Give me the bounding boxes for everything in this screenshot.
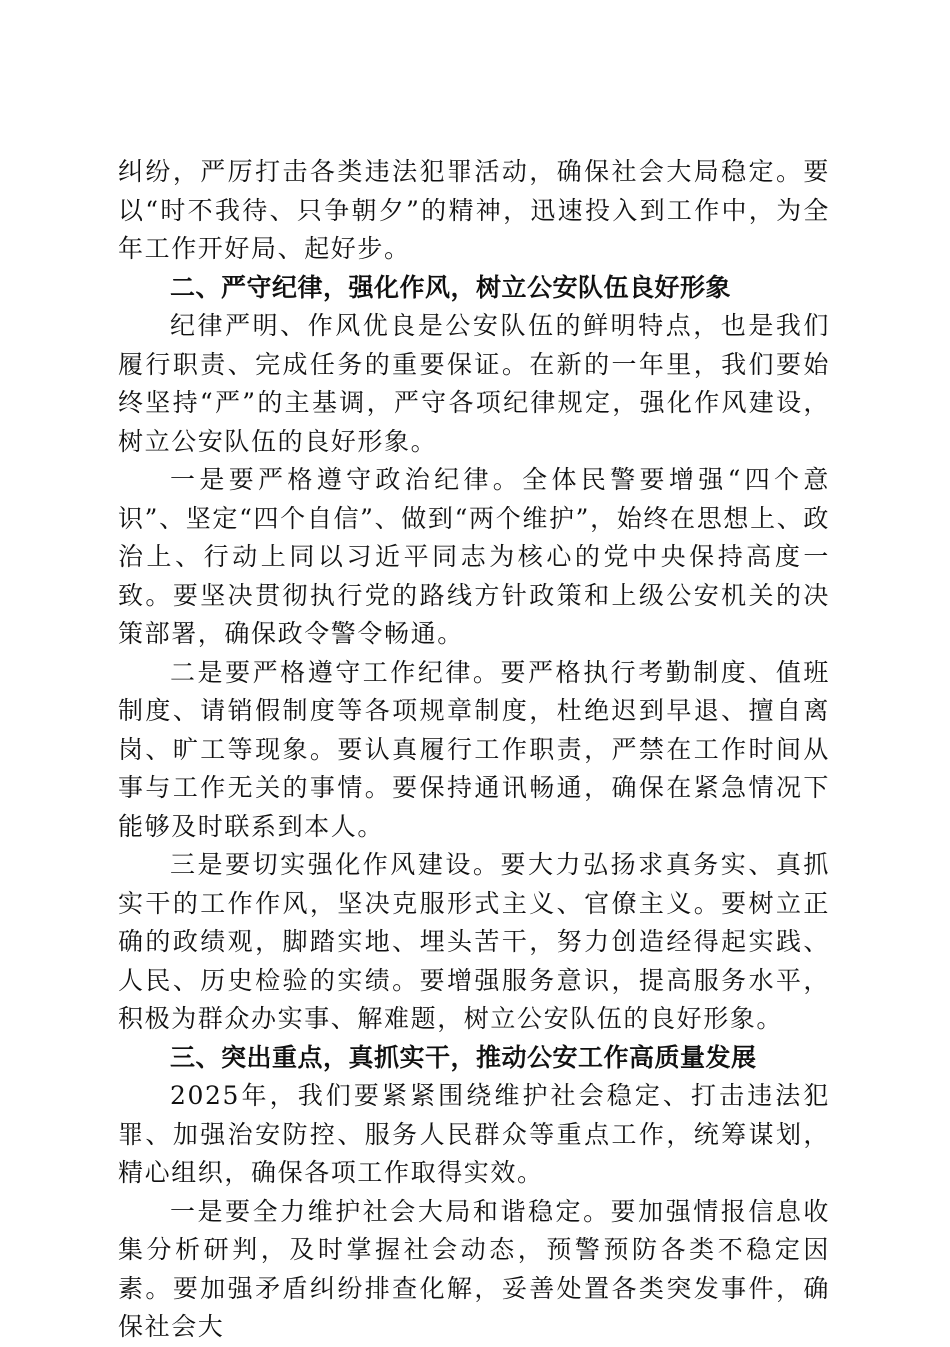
paragraph-lead: 一是要严格遵守政治纪律。	[170, 465, 523, 494]
paragraph-text: 要严格执行考勤制度、值班制度、请销假制度等各项规章制度，杜绝迟到早退、擅自离岗、旷工等现象。要认真履行工作职责，严禁在工作时间从事与工作无关的事情。要保持通讯畅通，确保在紧急情况下能够及时联系到本人。	[118, 657, 830, 841]
paragraph-text: 要加强情报信息收集分析研判，及时掌握社会动态，预警预防各类不稳定因素。要加强矛盾纠纷排查化解，妥善处置各类突发事件，确保社会大	[118, 1196, 830, 1341]
heading-text: 三、突出重点，真抓实干，推动公安工作高质量发展	[170, 1042, 757, 1072]
body-paragraph	[118, 1077, 830, 1193]
paragraph-text: 纠纷，严厉打击各类违法犯罪活动，确保社会大局稳定。要以“时不我待、只争朝夕”的精神，迅速投入到工作中，为全年工作开好局、起好步。	[118, 157, 830, 263]
paragraph-text: 纪律严明、作风优良是公安队伍的鲜明特点，也是我们履行职责、完成任务的重要保证。在新的一年里，我们要始终坚持“严”的主基调，严守各项纪律规定，强化作风建设，树立公安队伍的良好形象。	[118, 311, 830, 456]
body-paragraph	[118, 846, 830, 1039]
body-paragraph	[118, 1193, 830, 1347]
paragraph-lead: 一是要全力维护社会大局和谐稳定。	[170, 1196, 611, 1226]
body-paragraph	[118, 307, 830, 461]
paragraph-text: 全体民警要增强“四个意识”、坚定“四个自信”、做到“两个维护”，始终在思想上、政治上、行动上同以习近平同志为核心的党中央保持高度一致。要坚决贯彻执行党的路线方针政策和上级公安机关的决策部署，确保政令警令畅通。	[118, 465, 830, 648]
paragraph-lead: 二是要严格遵守工作纪律。	[170, 657, 501, 687]
paragraph-text: 2025年，我们要紧紧围绕维护社会稳定、打击违法犯罪、加强治安防控、服务人民群众等重点工作，统筹谋划，精心组织，确保各项工作取得实效。	[118, 1081, 830, 1187]
body-paragraph	[118, 153, 830, 269]
body-paragraph	[118, 461, 830, 654]
heading-text: 二、严守纪律，强化作风，树立公安队伍良好形象	[170, 272, 732, 302]
paragraph-text: 要大力弘扬求真务实、真抓实干的工作作风，坚决克服形式主义、官僚主义。要树立正确的政绩观，脚踏实地、埋头苦干，努力创造经得起实践、人民、历史检验的实绩。要增强服务意识，提高服务水平，积极为群众办实事、解难题，树立公安队伍的良好形象。	[118, 850, 830, 1033]
section-heading	[118, 269, 830, 308]
section-heading	[118, 1039, 830, 1078]
paragraph-lead: 三是要切实强化作风建设。	[170, 850, 501, 879]
document-body	[118, 153, 830, 1347]
body-paragraph	[118, 654, 830, 847]
